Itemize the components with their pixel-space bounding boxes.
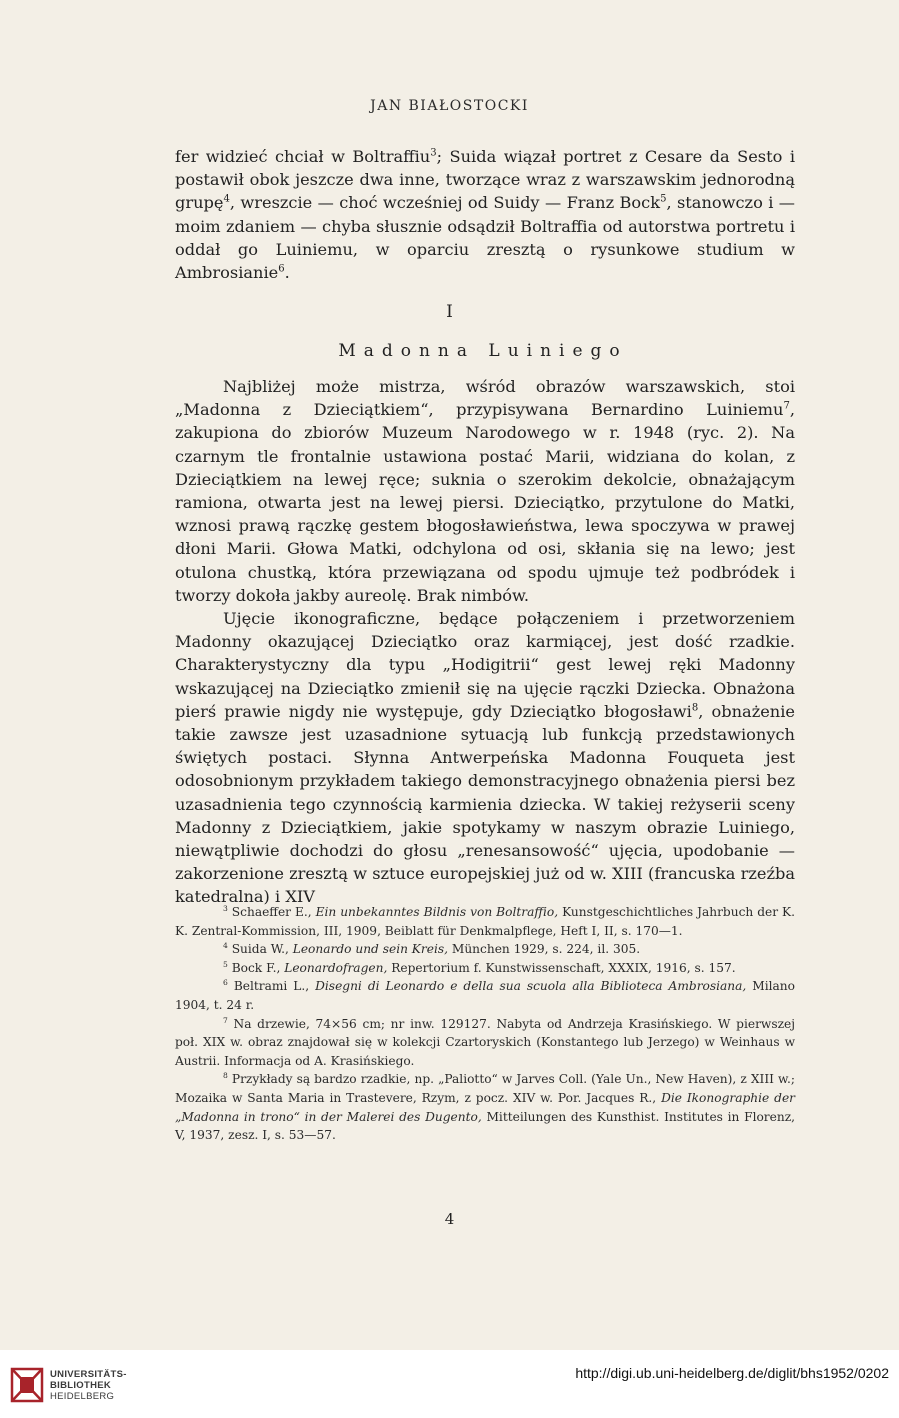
para1-text-b: ; Suida wiązał portret z Cesare da Sesto i postawił obok jeszcze dwa inne, tworzące wraz z warszawskim jednorodną grupę [175,147,795,213]
footnote-text: Przykłady są bardzo rzadkie, np. „Paliotto“ w Jarves Coll. (Yale Un., New Haven), z XIII w.; Mozaika w Santa Maria in Trastevere, Rzym, z pocz. XIV w. Por. Jacques R., [175,1072,796,1105]
footnote [175,1070,795,1144]
footnote-number: 6 [223,978,228,988]
footnote [175,977,795,1014]
viewer-footer [0,1350,899,1418]
library-logo-text [50,1369,127,1402]
footnote-number: 4 [223,941,228,951]
footnote-number: 8 [223,1071,228,1081]
footnote-title: Leonardofragen, [284,960,388,975]
footnote-text: Suida W., [231,942,293,957]
footnote-text: Kunstgeschichtliches Jahrbuch der K. K. Zentral-Kommission, III, 1909, Beiblatt für Denkmalpflege, Heft I, II, s. 170—1. [175,905,796,938]
section-number: I [446,302,453,322]
footnote-ref-8: 8 [691,702,699,714]
paragraph-1 [175,145,795,284]
footnote [175,1015,795,1071]
footnote-text: München 1929, s. 224, il. 305. [447,942,641,957]
library-logo[interactable] [10,1360,130,1410]
logo-line-2: BIBLIOTHEK [50,1379,112,1391]
section-title: Madonna Luiniego [338,341,628,361]
para2-text-b: , zakupiona do zbiorów Muzeum Narodowego w r. 1948 (ryc. 2). Na czarnym tle frontalnie ustawiona postać Marii, widziana do kolan, z Dzieciątkiem na lewej ręce; suknia o szerokim dekolcie, obnażającym ramiona, otwarta jest na lewej piersi. Dzieciątko, przytulone do Matki, wznosi prawą rączkę gestem błogosławieństwa, lewa spoczywa w prawej dłoni Marii. Głowa Matki, odchylona od osi, skłania się na lewo; jest otulona chustką, która przewiązana od spodu ujmuje też podbródek i tworzy dokoła jakby aureolę. Brak nimbów. [175,400,795,605]
para3-text-b: , obnażenie takie zawsze jest uzasadnione sytuacją lub funkcją przedstawionych świętych postaci. Słynna Antwerpeńska Madonna Fouqueta jest odosobnionym przykładem takiego demonstracyjnego obnażenia piersi bez uzasadnienia tego czynnością karmienia dziecka. W takiej reżyserii sceny Madonny z Dzieciątkiem, jakie spotykamy w naszym obrazie Luiniego, niewątpliwie dochodzi do głosu „renesansowość“ ujęcia, upodobanie — zakorzenione zresztą w sztuce europejskiej już od w. XIII (francuska rzeźba katedralna) i XIV [175,701,795,907]
para1-text-d: , stanowczo i — moim zdaniem — chyba słusznie odsądził Boltraffia od autorstwa portretu i oddał go Luiniemu, w oparciu zresztą o rysunkowe studium w Ambrosianie [175,193,795,283]
footnote-text: Bock F., [231,960,285,975]
permalink-url[interactable]: http://digi.ub.uni-heidelberg.de/diglit/bhs1952/0202 [575,1365,889,1381]
footnote-text: Repertorium f. Kunstwissenschaft, XXXIX, 1916, s. 157. [387,960,736,975]
footnote-number: 3 [223,903,228,913]
footnote-number: 5 [223,959,228,969]
running-head: JAN BIAŁOSTOCKI [370,98,529,114]
footnote [175,940,795,959]
footnote-ref-5: 5 [660,194,667,206]
para1-text-e: . [284,263,290,283]
para2-text-a: Najbliżej może mistrza, wśród obrazów warszawskich, stoi „Madonna z Dzieciątkiem“, przypisywana Bernardino Luiniemu [175,377,795,420]
footnote-ref-3: 3 [430,147,437,159]
footnote-ref-7: 7 [783,400,790,412]
footnote-ref-6: 6 [278,263,285,275]
footnote-text: Milano 1904, t. 24 r. [175,979,795,1012]
footnote-number: 7 [223,1015,228,1025]
footnote-title: Die Ikonographie der „Madonna in trono“ in der Malerei des Dugento, [175,1090,795,1124]
logo-line-3: HEIDELBERG [50,1390,115,1402]
footnote-text: Beltrami L., [233,979,316,994]
footnote-text: Na drzewie, 74×56 cm; nr inw. 129127. Nabyta od Andrzeja Krasińskiego. W pierwszej poł. XIX w. obraz znajdował się w kolekcji Czartoryskich (Konstantego lub Jerzego) w Weinhaus w Austrii. Informacja od A. Krasińskiego. [175,1016,796,1068]
footnote-title: Disegni di Leonardo e della sua scuola alla Biblioteca Ambrosiana, [315,979,747,994]
paragraph-3 [175,607,795,909]
para1-text-a: fer widzieć chciał w Boltraffiu [175,147,431,166]
footnote [175,959,795,978]
footnote-text: Mitteilungen des Kunsthist. Institutes in Florenz, V, 1937, zesz. I, s. 53—57. [175,1109,795,1143]
paragraph-2 [175,375,795,607]
para1-text-c: , wreszcie — choć wcześniej od Suidy — Franz Bock [229,193,661,213]
footnote-title: Ein unbekanntes Bildnis von Boltraffio, [315,905,559,919]
footnote-text: Schaeffer E., [231,905,316,919]
footnote-title: Leonardo und sein Kreis, [292,942,448,957]
footnotes [175,903,795,1145]
para3-text-a: Ujęcie ikonograficzne, będące połączeniem i przetworzeniem Madonny okazującej Dzieciątko oraz karmiącej, jest dość rzadkie. Charakterystyczny dla typu „Hodigitrii“ gest lewej ręki Madonny wskazującej na Dzieciątko zmienił się na ujęcie rączki Dziecka. Obnażona pierś prawie nigdy nie występuje, gdy Dzieciątko błogosławi [175,609,795,721]
university-library-logo-icon [10,1363,44,1407]
logo-line-1: UNIVERSITÄTS- [50,1368,127,1380]
footnote-ref-4: 4 [223,194,230,206]
page-number: 4 [444,1210,455,1228]
footnote [175,903,795,940]
